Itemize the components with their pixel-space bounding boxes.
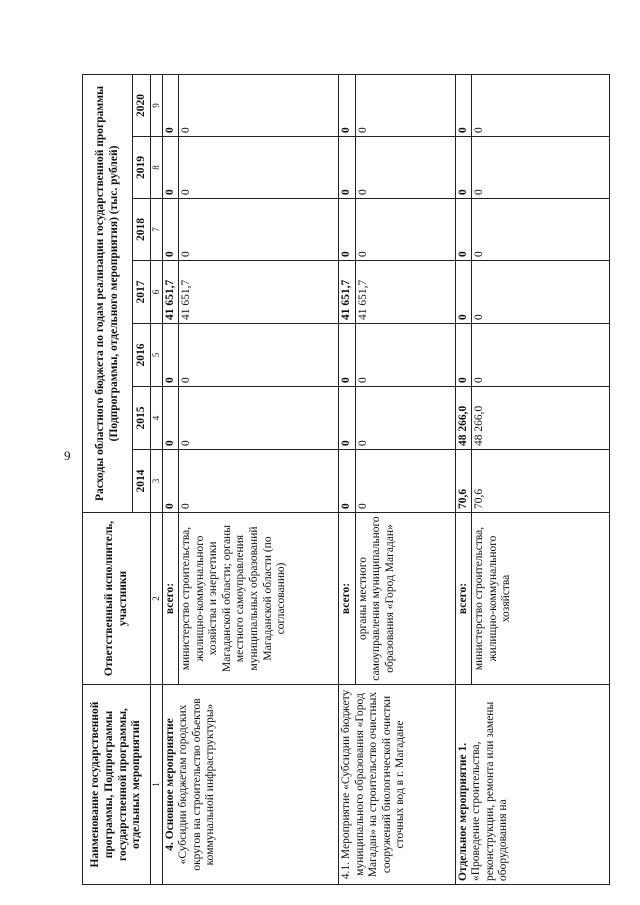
table-row: [339, 74, 356, 884]
value-cell: 0: [179, 199, 339, 261]
header-name: Наименование государственной программы, Подпрограммы государственной программы, отдельных мероприятий: [83, 685, 151, 885]
value-cell: 0: [179, 74, 339, 136]
year-2016: 2016: [133, 324, 151, 387]
value-cell: 41 651,7: [355, 261, 455, 324]
page-number: 9: [64, 448, 71, 463]
activity-title: Отдельное мероприятие 1.: [456, 742, 469, 881]
value-cell: 0: [162, 137, 179, 199]
year-2018: 2018: [133, 199, 151, 261]
activity-description: 4.1. Мероприятие «Субсидии бюджету муниципального образования «Город Магадан» на строительство очистных сооружений биологической очистки сточных вод в г. Магадане: [340, 689, 407, 880]
value-cell: 41 651,7: [162, 261, 179, 324]
value-cell: 0: [355, 450, 455, 513]
value-cell: 0: [355, 199, 455, 261]
activity-description: «Субсидии бюджетам городских округов на строительство объектов коммунальной инфраструктуры»: [177, 698, 217, 871]
value-cell: 0: [355, 324, 455, 387]
value-cell: 0: [162, 74, 179, 136]
value-cell: 0: [339, 387, 356, 450]
value-cell: 0: [179, 324, 339, 387]
value-cell: 0: [455, 324, 472, 387]
total-label: всего:: [339, 513, 356, 685]
value-cell: 0: [162, 324, 179, 387]
index-cell: 3: [151, 450, 163, 513]
value-cell: 0: [179, 137, 339, 199]
index-cell: 5: [151, 324, 163, 387]
index-cell: 7: [151, 199, 163, 261]
value-cell: 0: [472, 74, 610, 136]
value-cell: 0: [455, 199, 472, 261]
value-cell: 0: [472, 324, 610, 387]
total-label: всего:: [455, 513, 472, 685]
index-row: [151, 74, 163, 884]
index-cell: 8: [151, 137, 163, 199]
activity-title: 4. Основное мероприятие: [163, 718, 176, 851]
table-row: [162, 74, 179, 884]
value-cell: 70,6: [455, 450, 472, 513]
value-cell: 0: [179, 450, 339, 513]
value-cell: 48 266,0: [455, 387, 472, 450]
responsible-cell: органы местного самоуправления муниципального образования «Город Магадан»: [355, 513, 455, 685]
year-2020: 2020: [133, 74, 151, 136]
activity-name: [162, 685, 339, 885]
value-cell: 41 651,7: [339, 261, 356, 324]
value-cell: 0: [162, 450, 179, 513]
value-cell: 0: [355, 387, 455, 450]
value-cell: 0: [339, 137, 356, 199]
header-expenses: Расходы областного бюджета по годам реализации государственной программы (Подпрограммы, отдельного мероприятия) (тыс. рублей): [83, 74, 133, 512]
value-cell: 0: [162, 387, 179, 450]
index-cell: 6: [151, 261, 163, 324]
value-cell: 0: [339, 199, 356, 261]
value-cell: 0: [339, 324, 356, 387]
header-responsible: Ответственный исполнитель, участники: [83, 513, 151, 685]
total-label: всего:: [162, 513, 179, 685]
activity-name: [455, 685, 609, 885]
value-cell: 0: [472, 261, 610, 324]
value-cell: 0: [472, 137, 610, 199]
value-cell: 70,6: [472, 450, 610, 513]
value-cell: 0: [472, 199, 610, 261]
year-2015: 2015: [133, 387, 151, 450]
index-cell: 9: [151, 74, 163, 136]
value-cell: 48 266,0: [472, 387, 610, 450]
value-cell: 0: [339, 450, 356, 513]
value-cell: 0: [355, 137, 455, 199]
activity-name: [339, 685, 456, 885]
table-row: [455, 74, 472, 884]
value-cell: 0: [355, 74, 455, 136]
value-cell: 0: [455, 137, 472, 199]
value-cell: 0: [455, 74, 472, 136]
responsible-cell: министерство строительства, жилищно-коммунального хозяйства и энергетики Магаданской области; органы местного самоуправления муниципальных образований Магаданской области (по согласованию): [179, 513, 339, 685]
value-cell: 0: [455, 261, 472, 324]
value-cell: 0: [162, 199, 179, 261]
value-cell: 41 651,7: [179, 261, 339, 324]
year-2014: 2014: [133, 450, 151, 513]
rotated-table-sheet: [82, 15, 610, 885]
index-cell: 1: [151, 685, 163, 885]
expenses-table: [82, 74, 610, 885]
value-cell: 0: [339, 74, 356, 136]
value-cell: 0: [179, 387, 339, 450]
year-2019: 2019: [133, 137, 151, 199]
activity-description: «Проведение строительства, реконструкции, ремонта или замены оборудования на: [470, 701, 510, 881]
year-2017: 2017: [133, 261, 151, 324]
index-cell: 2: [151, 513, 163, 685]
index-cell: 4: [151, 387, 163, 450]
responsible-cell: министерство строительства, жилищно-коммунального хозяйства: [472, 513, 610, 685]
